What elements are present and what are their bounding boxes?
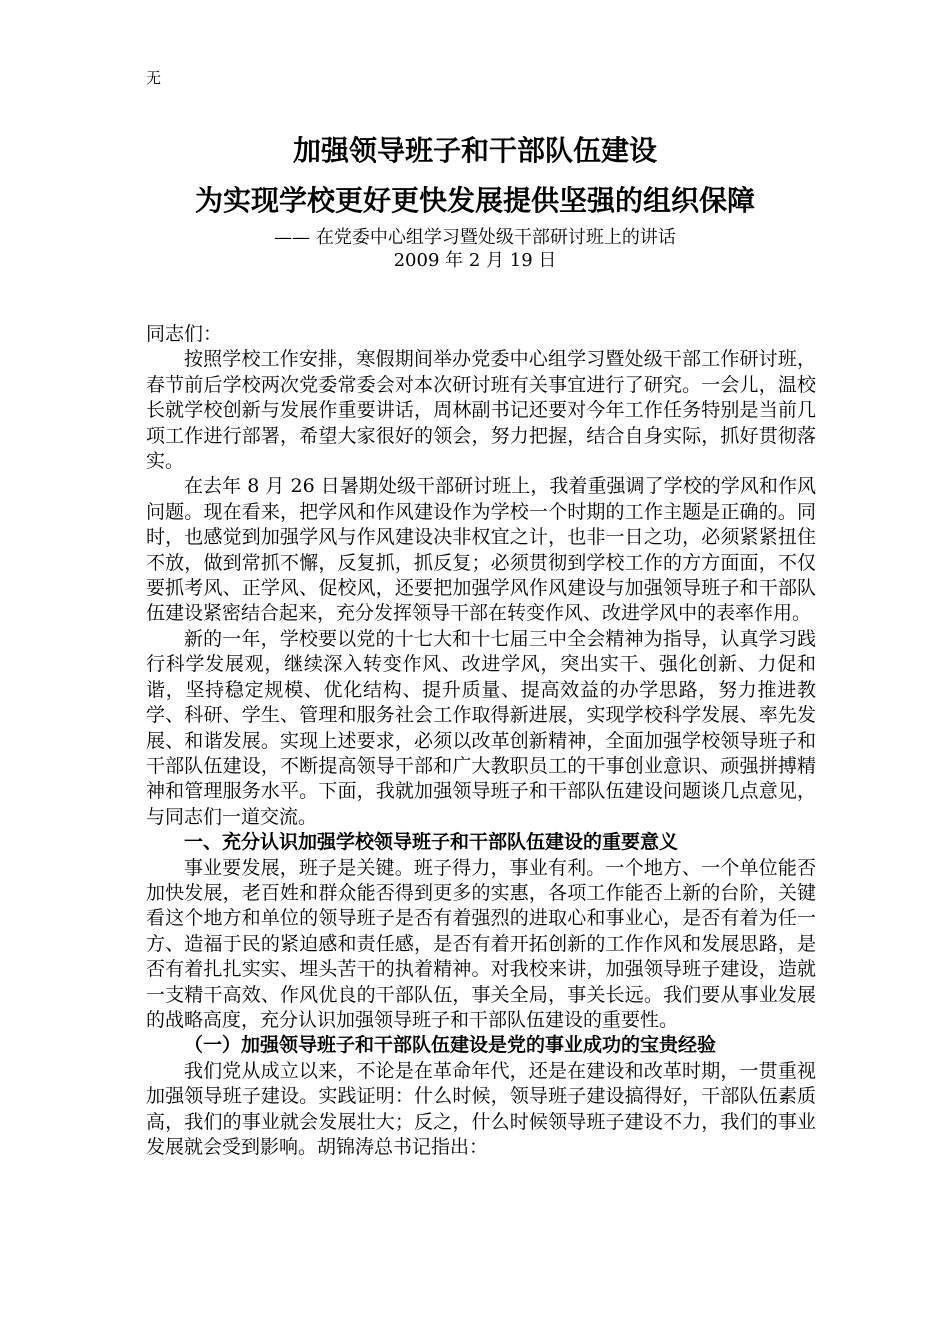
page-title-line-2: 为实现学校更好更快发展提供坚强的组织保障 [194, 184, 755, 217]
document-body [146, 322, 816, 1160]
paragraph-4: 事业要发展，班子是关键。班子得力，事业有利。一个地方、一个单位能否加快发展，老百姓和群众能否得到更多的实惠，各项工作能否上新的台阶，关键看这个地方和单位的领导班子是否有着强烈的进取心和事业心，是否有着为任一方、造福于民的紧迫感和责任感，是否有着开拓创新的工作作风和发展思路，是否有着扎扎实实、埋头苦干的执着精神。对我校来讲，加强领导班子建设，造就一支精干高效、作风优良的干部队伍，事关全局，事关长远。我们要从事业发展的战略高度，充分认识加强领导班子和干部队伍建设的重要性。 [146, 856, 816, 1031]
paragraph-2: 在去年 8 月 26 日暑期处级干部研讨班上，我着重强调了学校的学风和作风问题。现在看来，把学风和作风建设作为学校一个时期的工作主题是正确的。同时，也感觉到加强学风与作风建设决非权宜之计，也非一日之功，必须紧紧扭住不放，做到常抓不懈，反复抓，抓反复；必须贯彻到学校工作的方方面面，不仅要抓考风、正学风、促校风，还要把加强学风作风建设与加强领导班子和干部队伍建设紧密结合起来，充分发挥领导干部在转变作风、改进学风中的表率作用。 [146, 475, 816, 625]
section-heading-1: 一、充分认识加强学校领导班子和干部队伍建设的重要意义 [184, 831, 679, 854]
subsection-heading-1: （一）加强领导班子和干部队伍建设是党的事业成功的宝贵经验 [184, 1034, 717, 1057]
header-note: 无 [146, 69, 162, 87]
speech-date: 2009 年 2 月 19 日 [393, 250, 557, 271]
paragraph-3: 新的一年，学校要以党的十七大和十七届三中全会精神为指导，认真学习践行科学发展观，继续深入转变作风、改进学风，突出实干、强化创新、力促和谐，坚持稳定规模、优化结构、提升质量、提高效益的办学思路，努力推进教学、科研、学生、管理和服务社会工作取得新进展，实现学校科学发展、率先发展、和谐发展。实现上述要求，必须以改革创新精神，全面加强学校领导班子和干部队伍建设，不断提高领导干部和广大教职员工的干事创业意识、顽强拼搏精神和管理服务水平。下面，我就加强领导班子和干部队伍建设问题谈几点意见，与同志们一道交流。 [146, 627, 816, 828]
page-title-line-1: 加强领导班子和干部队伍建设 [292, 134, 657, 167]
paragraph-5: 我们党从成立以来，不论是在革命年代，还是在建设和改革时期，一贯重视加强领导班子建设。实践证明：什么时候，领导班子建设搞得好，干部队伍素质高，我们的事业就会发展壮大；反之，什么时候领导班子建设不力，我们的事业发展就会受到影响。胡锦涛总书记指出： [146, 1059, 816, 1158]
salutation: 同志们： [146, 323, 223, 345]
speech-occasion: —— 在党委中心组学习暨处级干部研讨班上的讲话 [274, 227, 676, 248]
paragraph-1: 按照学校工作安排，寒假期间举办党委中心组学习暨处级干部工作研讨班，春节前后学校两次党委常委会对本次研讨班有关事宜进行了研究。一会儿，温校长就学校创新与发展作重要讲话，周林副书记还要对今年工作任务特别是当前几项工作进行部署，希望大家很好的领会，努力把握，结合自身实际，抓好贯彻落实。 [146, 348, 816, 473]
